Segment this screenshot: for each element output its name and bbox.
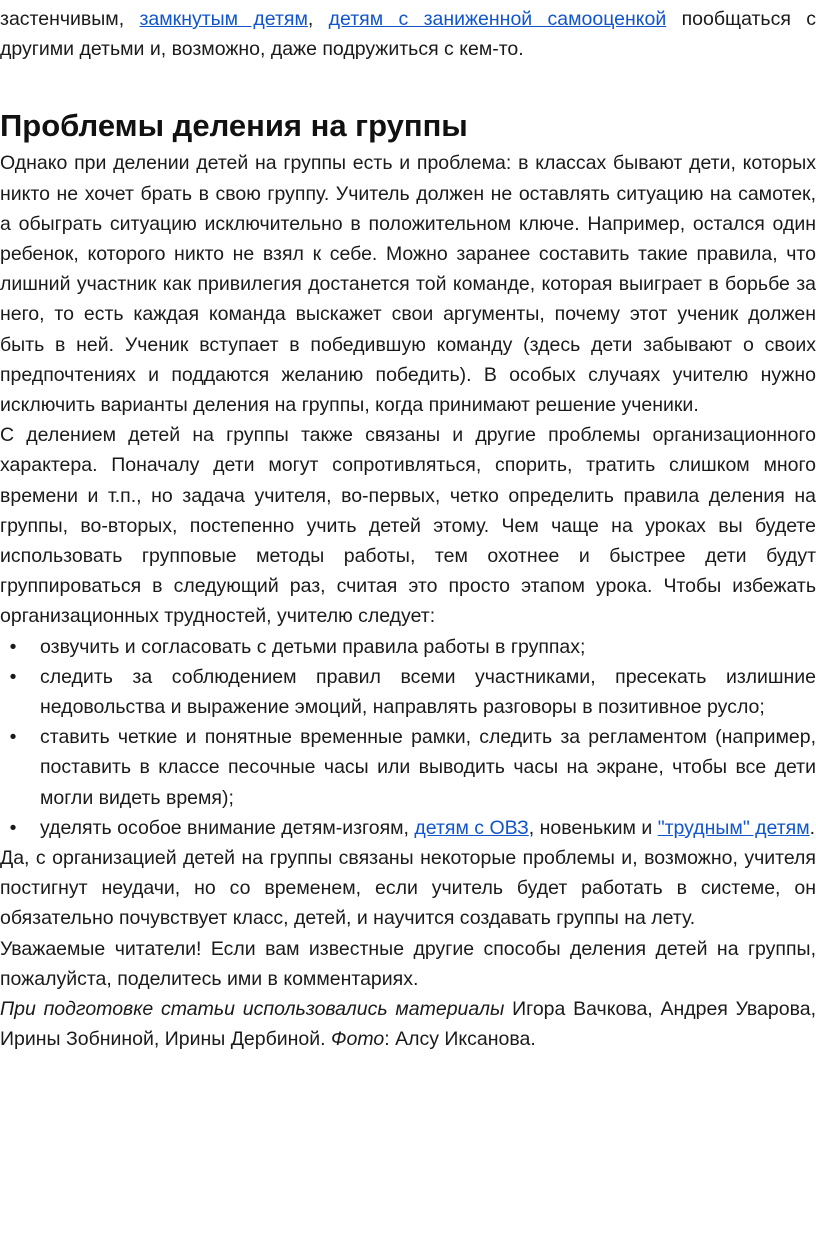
credits-authors: Игора Вачкова, Андрея Уварова, Ирины Зобниной, Ирины Дербиной. [0,998,816,1051]
paragraph-organizational: С делением детей на группы также связаны и другие проблемы организационного характера. Поначалу дети могут сопротивляться, спорить, тратить слишком много времени и т.п., но задача учителя, во-первых, четко определить правила деления на группы, во-вторых, постепенно учить детей этому. Чем чаще на уроках вы будете использовать групповые методы работы, тем охотнее и быстрее дети будут группироваться в следующий раз, считая это просто этапом урока. Чтобы избежать организационных трудностей, учителю следует: [0,424,816,628]
bullet-icon: • [9,665,17,688]
link-children-with-disabilities[interactable]: детям с ОВЗ [414,816,529,839]
list-item-text: озвучить и согласовать с детьми правила работы в группах; [40,635,586,658]
list-item-text-after: . [809,816,816,839]
teacher-rules-list [0,632,816,843]
bullet-icon: • [9,635,17,658]
list-item [9,662,816,722]
paragraph-conclusion: Да, с организацией детей на группы связаны некоторые проблемы и, возможно, учителя постигнут неудачи, но со временем, если учитель будет работать в системе, он обязательно почувствует класс, детей, и научится создавать группы на лету. [0,847,816,930]
credits-paragraph [0,994,816,1054]
section-spacer [0,64,816,106]
intro-text-after: пообщаться с другими детьми и, возможно, даже подружиться с кем-то. [0,8,816,61]
intro-comma: , [307,8,329,30]
bullet-icon: • [9,816,17,839]
paragraph-readers-appeal: Уважаемые читатели! Если вам известные другие способы деления детей на группы, пожалуйста, поделитесь ими в комментариях. [0,937,816,990]
list-item-text: ставить четкие и понятные временные рамки, следить за регламентом (например, поставить в классе песочные часы или выводить часы на экране, чтобы все дети могли видеть время); [40,726,816,809]
paragraph-problem: Однако при делении детей на группы есть и проблема: в классах бывают дети, которых никто не хочет брать в свою группу. Учитель должен не оставлять ситуацию на самотек, а обыграть ситуацию исключительно в положительном ключе. Например, остался один ребенок, которого никто не взял к себе. Можно заранее составить такие правила, что лишний участник как привилегия достанется той команде, которая выиграет в борьбе за него, то есть каждая команда выскажет свои аргументы, почему этот ученик должен быть в ней. Ученик вступает в победившую команду (здесь дети забывают о своих предпочтениях и поддаются желанию победить). В особых случаях учителю нужно исключить варианты деления на группы, когда принимают решение ученики. [0,152,816,417]
list-item [9,813,816,843]
list-item [9,722,816,813]
bullet-icon: • [9,726,17,749]
credits-photographer: : Алсу Иксанова. [384,1028,536,1051]
list-item-text-before: уделять особое внимание детям-изгоям, [40,816,415,839]
credits-materials-label: При подготовке статьи использовались материалы [0,998,505,1021]
link-difficult-children[interactable]: "трудным" детям [657,816,810,839]
link-withdrawn-children[interactable]: замкнутым детям [139,8,308,30]
list-item-text: следить за соблюдением правил всеми участниками, пресекать излишние недовольства и выражение эмоций, направлять разговоры в позитивное русло; [40,665,816,719]
section-heading: Проблемы деления на группы [0,108,468,144]
credits-photo-label: Фото [331,1028,385,1051]
link-low-self-esteem-children[interactable]: детям с заниженной самооценкой [328,8,667,30]
intro-text-before: застенчивым, [0,8,140,30]
intro-paragraph [0,0,816,64]
list-item [9,632,816,662]
list-item-text-middle: , новеньким и [528,816,658,839]
